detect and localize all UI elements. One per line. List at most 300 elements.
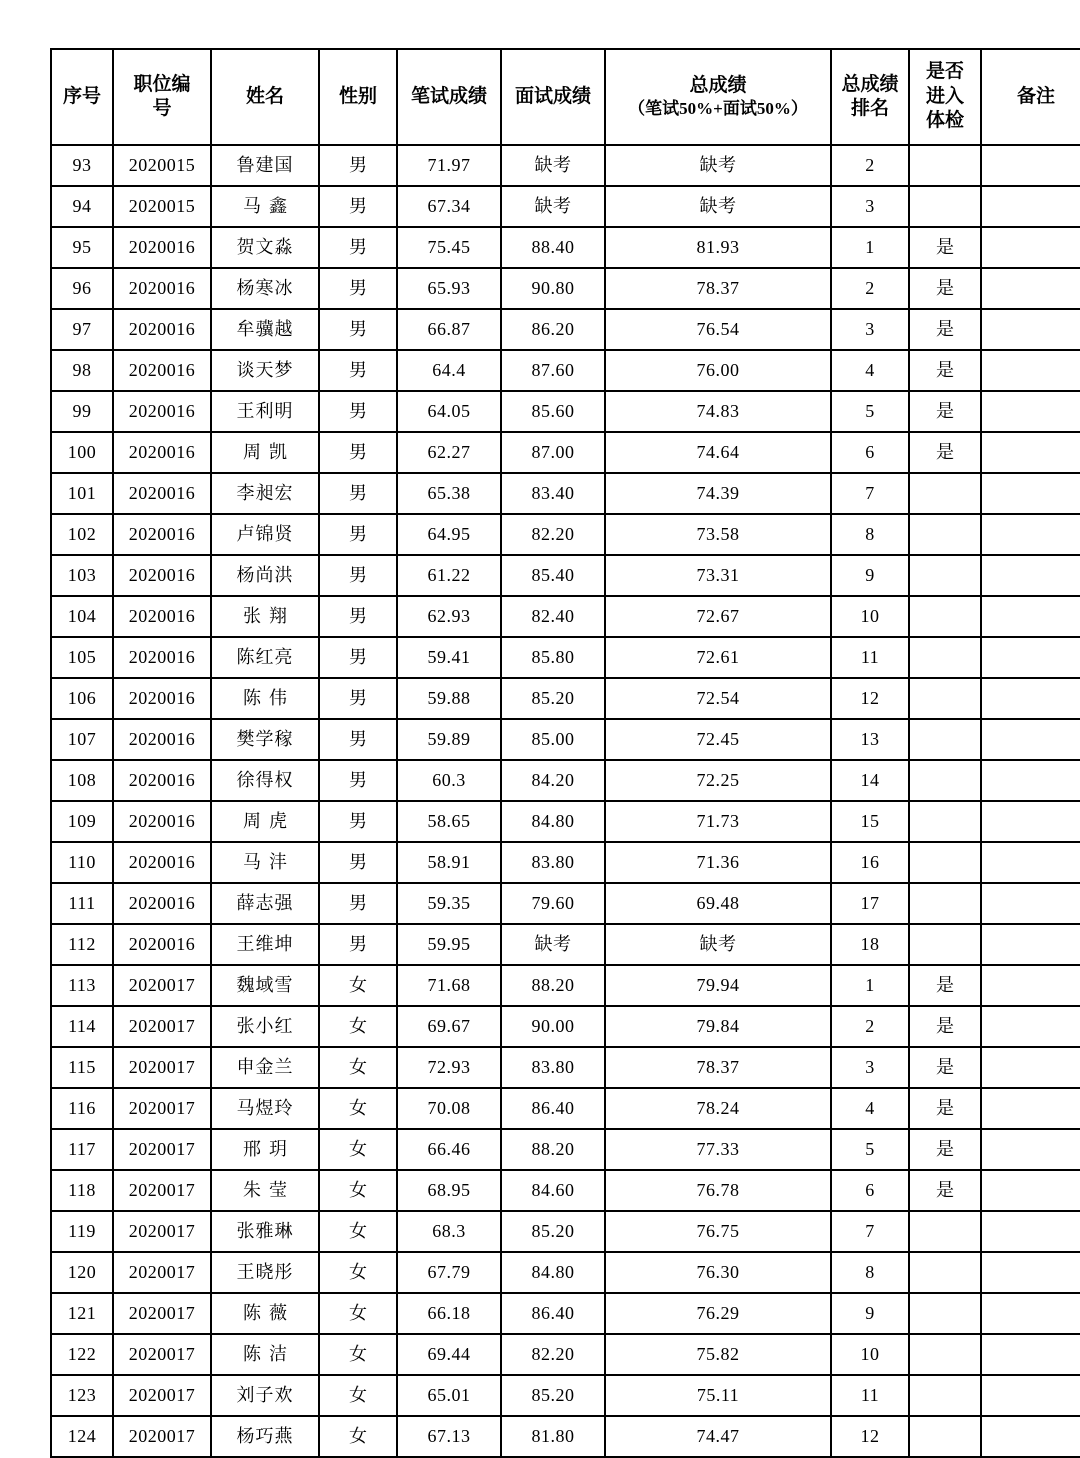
- cell-total-score: 78.37: [605, 1047, 831, 1088]
- cell-remark: [981, 514, 1080, 555]
- cell-medical-check: 是: [909, 268, 981, 309]
- cell-total-score: 74.39: [605, 473, 831, 514]
- cell-written-score: 69.67: [397, 1006, 501, 1047]
- cell-written-score: 62.93: [397, 596, 501, 637]
- cell-rank: 9: [831, 555, 909, 596]
- cell-rank: 6: [831, 1170, 909, 1211]
- cell-name: 陈薇: [211, 1293, 319, 1334]
- cell-name: 杨寒冰: [211, 268, 319, 309]
- cell-seq: 93: [51, 145, 113, 186]
- cell-gender: 男: [319, 350, 397, 391]
- column-header-medical-check-line1: 是否: [925, 60, 964, 82]
- cell-remark: [981, 1375, 1080, 1416]
- cell-post-id: 2020016: [113, 719, 211, 760]
- cell-written-score: 75.45: [397, 227, 501, 268]
- cell-rank: 2: [831, 145, 909, 186]
- cell-interview-score: 81.80: [501, 1416, 605, 1457]
- cell-rank: 4: [831, 350, 909, 391]
- cell-interview-score: 90.80: [501, 268, 605, 309]
- cell-gender: 男: [319, 391, 397, 432]
- cell-written-score: 59.88: [397, 678, 501, 719]
- cell-written-score: 65.38: [397, 473, 501, 514]
- cell-remark: [981, 1047, 1080, 1088]
- table-row: [51, 432, 1080, 473]
- cell-post-id: 2020015: [113, 186, 211, 227]
- cell-rank: 18: [831, 924, 909, 965]
- cell-medical-check: [909, 719, 981, 760]
- cell-gender: 男: [319, 678, 397, 719]
- cell-seq: 98: [51, 350, 113, 391]
- cell-interview-score: 85.20: [501, 1211, 605, 1252]
- cell-rank: 3: [831, 186, 909, 227]
- cell-written-score: 64.05: [397, 391, 501, 432]
- cell-interview-score: 87.60: [501, 350, 605, 391]
- cell-interview-score: 86.40: [501, 1293, 605, 1334]
- table-row: [51, 842, 1080, 883]
- table-row: [51, 1006, 1080, 1047]
- cell-total-score: 72.67: [605, 596, 831, 637]
- cell-post-id: 2020016: [113, 637, 211, 678]
- table-row: [51, 1211, 1080, 1252]
- cell-name: 李昶宏: [211, 473, 319, 514]
- cell-remark: [981, 637, 1080, 678]
- table-row: [51, 1416, 1080, 1457]
- cell-remark: [981, 145, 1080, 186]
- cell-remark: [981, 678, 1080, 719]
- cell-medical-check: 是: [909, 1170, 981, 1211]
- table-row: [51, 719, 1080, 760]
- cell-post-id: 2020017: [113, 1252, 211, 1293]
- column-header-rank: [831, 49, 909, 145]
- cell-medical-check: 是: [909, 965, 981, 1006]
- cell-total-score: 缺考: [605, 186, 831, 227]
- cell-total-score: 75.82: [605, 1334, 831, 1375]
- cell-medical-check: 是: [909, 1006, 981, 1047]
- cell-total-score: 74.64: [605, 432, 831, 473]
- cell-medical-check: 是: [909, 1088, 981, 1129]
- cell-total-score: 73.31: [605, 555, 831, 596]
- cell-name: 牟骥越: [211, 309, 319, 350]
- cell-remark: [981, 186, 1080, 227]
- table-row: [51, 637, 1080, 678]
- cell-name: 贺文淼: [211, 227, 319, 268]
- cell-gender: 男: [319, 514, 397, 555]
- cell-remark: [981, 760, 1080, 801]
- table-row: [51, 350, 1080, 391]
- cell-medical-check: [909, 555, 981, 596]
- table-row: [51, 268, 1080, 309]
- cell-written-score: 66.18: [397, 1293, 501, 1334]
- cell-interview-score: 84.80: [501, 801, 605, 842]
- cell-gender: 女: [319, 1293, 397, 1334]
- table-row: [51, 227, 1080, 268]
- cell-interview-score: 85.20: [501, 1375, 605, 1416]
- cell-seq: 103: [51, 555, 113, 596]
- cell-interview-score: 88.20: [501, 1129, 605, 1170]
- cell-written-score: 61.22: [397, 555, 501, 596]
- cell-total-score: 72.25: [605, 760, 831, 801]
- cell-interview-score: 85.40: [501, 555, 605, 596]
- cell-remark: [981, 1293, 1080, 1334]
- cell-name: 王利明: [211, 391, 319, 432]
- cell-post-id: 2020016: [113, 801, 211, 842]
- cell-post-id: 2020016: [113, 350, 211, 391]
- cell-rank: 3: [831, 1047, 909, 1088]
- cell-name: 樊学稼: [211, 719, 319, 760]
- cell-remark: [981, 227, 1080, 268]
- cell-remark: [981, 883, 1080, 924]
- cell-post-id: 2020017: [113, 1416, 211, 1457]
- cell-total-score: 76.00: [605, 350, 831, 391]
- cell-seq: 107: [51, 719, 113, 760]
- cell-written-score: 58.91: [397, 842, 501, 883]
- cell-seq: 119: [51, 1211, 113, 1252]
- cell-seq: 94: [51, 186, 113, 227]
- cell-gender: 男: [319, 596, 397, 637]
- cell-medical-check: [909, 1375, 981, 1416]
- cell-interview-score: 缺考: [501, 186, 605, 227]
- cell-medical-check: 是: [909, 227, 981, 268]
- cell-name: 朱莹: [211, 1170, 319, 1211]
- cell-rank: 15: [831, 801, 909, 842]
- cell-medical-check: [909, 473, 981, 514]
- table-row: [51, 596, 1080, 637]
- cell-remark: [981, 555, 1080, 596]
- cell-gender: 男: [319, 309, 397, 350]
- cell-gender: 女: [319, 1129, 397, 1170]
- cell-gender: 男: [319, 227, 397, 268]
- cell-name: 马鑫: [211, 186, 319, 227]
- column-header-remark-label: 备注: [1016, 85, 1055, 107]
- cell-remark: [981, 801, 1080, 842]
- cell-gender: 男: [319, 145, 397, 186]
- cell-remark: [981, 1416, 1080, 1457]
- cell-post-id: 2020016: [113, 678, 211, 719]
- cell-medical-check: [909, 1334, 981, 1375]
- cell-total-score: 81.93: [605, 227, 831, 268]
- cell-rank: 7: [831, 473, 909, 514]
- table-row: [51, 1170, 1080, 1211]
- cell-remark: [981, 1129, 1080, 1170]
- cell-remark: [981, 1006, 1080, 1047]
- cell-rank: 7: [831, 1211, 909, 1252]
- cell-post-id: 2020017: [113, 1006, 211, 1047]
- cell-post-id: 2020017: [113, 965, 211, 1006]
- cell-written-score: 67.79: [397, 1252, 501, 1293]
- column-header-gender-label: 性别: [338, 85, 377, 107]
- cell-medical-check: 是: [909, 432, 981, 473]
- cell-name: 周虎: [211, 801, 319, 842]
- cell-written-score: 68.95: [397, 1170, 501, 1211]
- cell-rank: 6: [831, 432, 909, 473]
- cell-name: 马沣: [211, 842, 319, 883]
- cell-remark: [981, 719, 1080, 760]
- cell-written-score: 69.44: [397, 1334, 501, 1375]
- cell-rank: 8: [831, 514, 909, 555]
- cell-seq: 95: [51, 227, 113, 268]
- cell-total-score: 78.37: [605, 268, 831, 309]
- cell-seq: 102: [51, 514, 113, 555]
- cell-total-score: 79.94: [605, 965, 831, 1006]
- cell-post-id: 2020017: [113, 1211, 211, 1252]
- cell-rank: 3: [831, 309, 909, 350]
- cell-rank: 2: [831, 1006, 909, 1047]
- cell-seq: 114: [51, 1006, 113, 1047]
- cell-written-score: 72.93: [397, 1047, 501, 1088]
- cell-medical-check: [909, 842, 981, 883]
- cell-total-score: 75.11: [605, 1375, 831, 1416]
- cell-seq: 116: [51, 1088, 113, 1129]
- cell-total-score: 78.24: [605, 1088, 831, 1129]
- cell-post-id: 2020016: [113, 924, 211, 965]
- table-row: [51, 1375, 1080, 1416]
- column-header-medical-check-line3: 体检: [925, 110, 964, 132]
- cell-gender: 男: [319, 801, 397, 842]
- cell-remark: [981, 965, 1080, 1006]
- cell-post-id: 2020017: [113, 1293, 211, 1334]
- cell-seq: 108: [51, 760, 113, 801]
- column-header-total-score: [605, 49, 831, 145]
- cell-remark: [981, 1334, 1080, 1375]
- cell-rank: 13: [831, 719, 909, 760]
- cell-gender: 女: [319, 1375, 397, 1416]
- column-header-name: [211, 49, 319, 145]
- column-header-written-score: [397, 49, 501, 145]
- column-header-remark: [981, 49, 1080, 145]
- cell-name: 杨巧燕: [211, 1416, 319, 1457]
- cell-gender: 女: [319, 1047, 397, 1088]
- cell-name: 张翔: [211, 596, 319, 637]
- cell-name: 薛志强: [211, 883, 319, 924]
- cell-gender: 女: [319, 1088, 397, 1129]
- cell-gender: 女: [319, 1252, 397, 1293]
- cell-written-score: 59.41: [397, 637, 501, 678]
- cell-gender: 女: [319, 1416, 397, 1457]
- column-header-total-score-line1: 总成绩: [689, 75, 747, 97]
- cell-rank: 17: [831, 883, 909, 924]
- cell-name: 徐得权: [211, 760, 319, 801]
- table-row: [51, 473, 1080, 514]
- cell-written-score: 62.27: [397, 432, 501, 473]
- cell-interview-score: 缺考: [501, 924, 605, 965]
- cell-written-score: 64.4: [397, 350, 501, 391]
- cell-total-score: 缺考: [605, 145, 831, 186]
- cell-interview-score: 83.40: [501, 473, 605, 514]
- cell-seq: 122: [51, 1334, 113, 1375]
- cell-post-id: 2020016: [113, 555, 211, 596]
- column-header-name-label: 姓名: [245, 85, 284, 107]
- column-header-total-score-formula: （笔试50%+面试50%）: [628, 98, 808, 118]
- cell-name: 申金兰: [211, 1047, 319, 1088]
- cell-post-id: 2020015: [113, 145, 211, 186]
- table-row: [51, 1293, 1080, 1334]
- table-row: [51, 924, 1080, 965]
- cell-interview-score: 85.00: [501, 719, 605, 760]
- cell-seq: 121: [51, 1293, 113, 1334]
- cell-name: 周凯: [211, 432, 319, 473]
- cell-total-score: 72.61: [605, 637, 831, 678]
- cell-medical-check: [909, 1293, 981, 1334]
- cell-interview-score: 85.20: [501, 678, 605, 719]
- cell-seq: 117: [51, 1129, 113, 1170]
- column-header-interview-score-label: 面试成绩: [514, 85, 591, 107]
- cell-rank: 12: [831, 678, 909, 719]
- cell-post-id: 2020016: [113, 432, 211, 473]
- table-row: [51, 760, 1080, 801]
- cell-post-id: 2020017: [113, 1088, 211, 1129]
- cell-name: 王维坤: [211, 924, 319, 965]
- table-body: [51, 145, 1080, 1457]
- cell-interview-score: 88.20: [501, 965, 605, 1006]
- cell-post-id: 2020016: [113, 514, 211, 555]
- cell-name: 魏域雪: [211, 965, 319, 1006]
- cell-written-score: 65.93: [397, 268, 501, 309]
- cell-remark: [981, 268, 1080, 309]
- cell-written-score: 58.65: [397, 801, 501, 842]
- cell-written-score: 71.68: [397, 965, 501, 1006]
- cell-interview-score: 82.20: [501, 1334, 605, 1375]
- cell-written-score: 59.89: [397, 719, 501, 760]
- cell-name: 张雅琳: [211, 1211, 319, 1252]
- cell-interview-score: 90.00: [501, 1006, 605, 1047]
- cell-remark: [981, 350, 1080, 391]
- cell-total-score: 72.54: [605, 678, 831, 719]
- cell-name: 马煜玲: [211, 1088, 319, 1129]
- cell-interview-score: 86.20: [501, 309, 605, 350]
- cell-name: 邢玥: [211, 1129, 319, 1170]
- table-row: [51, 883, 1080, 924]
- cell-total-score: 缺考: [605, 924, 831, 965]
- cell-seq: 123: [51, 1375, 113, 1416]
- cell-rank: 11: [831, 637, 909, 678]
- cell-name: 陈洁: [211, 1334, 319, 1375]
- cell-written-score: 65.01: [397, 1375, 501, 1416]
- cell-total-score: 69.48: [605, 883, 831, 924]
- cell-seq: 120: [51, 1252, 113, 1293]
- cell-remark: [981, 1211, 1080, 1252]
- cell-remark: [981, 432, 1080, 473]
- cell-total-score: 77.33: [605, 1129, 831, 1170]
- column-header-seq: [51, 49, 113, 145]
- cell-gender: 男: [319, 432, 397, 473]
- cell-medical-check: [909, 145, 981, 186]
- cell-name: 鲁建国: [211, 145, 319, 186]
- cell-seq: 99: [51, 391, 113, 432]
- cell-total-score: 71.73: [605, 801, 831, 842]
- cell-medical-check: 是: [909, 309, 981, 350]
- cell-seq: 110: [51, 842, 113, 883]
- cell-interview-score: 84.60: [501, 1170, 605, 1211]
- table-header: [51, 49, 1080, 145]
- cell-seq: 124: [51, 1416, 113, 1457]
- cell-post-id: 2020016: [113, 473, 211, 514]
- cell-rank: 1: [831, 965, 909, 1006]
- cell-medical-check: [909, 760, 981, 801]
- column-header-medical-check-line2: 进入: [925, 85, 964, 107]
- cell-written-score: 64.95: [397, 514, 501, 555]
- cell-medical-check: 是: [909, 1047, 981, 1088]
- table-row: [51, 678, 1080, 719]
- cell-post-id: 2020016: [113, 268, 211, 309]
- cell-seq: 96: [51, 268, 113, 309]
- column-header-gender: [319, 49, 397, 145]
- cell-name: 卢锦贤: [211, 514, 319, 555]
- cell-seq: 109: [51, 801, 113, 842]
- cell-rank: 9: [831, 1293, 909, 1334]
- cell-written-score: 68.3: [397, 1211, 501, 1252]
- cell-seq: 113: [51, 965, 113, 1006]
- table-row: [51, 1088, 1080, 1129]
- table-row: [51, 1334, 1080, 1375]
- cell-seq: 118: [51, 1170, 113, 1211]
- cell-post-id: 2020016: [113, 760, 211, 801]
- cell-total-score: 76.54: [605, 309, 831, 350]
- table-row: [51, 145, 1080, 186]
- cell-total-score: 79.84: [605, 1006, 831, 1047]
- table-row: [51, 801, 1080, 842]
- cell-seq: 115: [51, 1047, 113, 1088]
- cell-name: 张小红: [211, 1006, 319, 1047]
- table-header-row: [51, 49, 1080, 145]
- cell-remark: [981, 391, 1080, 432]
- cell-remark: [981, 1088, 1080, 1129]
- table-row: [51, 514, 1080, 555]
- cell-interview-score: 84.20: [501, 760, 605, 801]
- cell-total-score: 74.83: [605, 391, 831, 432]
- cell-interview-score: 84.80: [501, 1252, 605, 1293]
- cell-remark: [981, 596, 1080, 637]
- cell-post-id: 2020016: [113, 842, 211, 883]
- cell-seq: 112: [51, 924, 113, 965]
- cell-post-id: 2020017: [113, 1334, 211, 1375]
- cell-total-score: 71.36: [605, 842, 831, 883]
- cell-post-id: 2020017: [113, 1375, 211, 1416]
- cell-total-score: 76.78: [605, 1170, 831, 1211]
- cell-rank: 10: [831, 596, 909, 637]
- cell-interview-score: 82.20: [501, 514, 605, 555]
- column-header-written-score-label: 笔试成绩: [410, 85, 487, 107]
- cell-gender: 女: [319, 1170, 397, 1211]
- column-header-post-id: [113, 49, 211, 145]
- cell-post-id: 2020017: [113, 1170, 211, 1211]
- cell-interview-score: 缺考: [501, 145, 605, 186]
- cell-name: 王晓彤: [211, 1252, 319, 1293]
- cell-post-id: 2020016: [113, 883, 211, 924]
- cell-written-score: 67.34: [397, 186, 501, 227]
- cell-post-id: 2020016: [113, 391, 211, 432]
- cell-gender: 男: [319, 555, 397, 596]
- cell-remark: [981, 924, 1080, 965]
- cell-total-score: 72.45: [605, 719, 831, 760]
- cell-gender: 男: [319, 719, 397, 760]
- cell-seq: 101: [51, 473, 113, 514]
- column-header-seq-label: 序号: [62, 85, 101, 107]
- cell-rank: 4: [831, 1088, 909, 1129]
- column-header-rank-line2: 排名: [850, 98, 889, 119]
- column-header-medical-check: [909, 49, 981, 145]
- cell-medical-check: [909, 678, 981, 719]
- cell-remark: [981, 309, 1080, 350]
- cell-post-id: 2020016: [113, 227, 211, 268]
- cell-interview-score: 85.60: [501, 391, 605, 432]
- cell-total-score: 76.75: [605, 1211, 831, 1252]
- cell-total-score: 76.29: [605, 1293, 831, 1334]
- cell-written-score: 67.13: [397, 1416, 501, 1457]
- cell-post-id: 2020016: [113, 596, 211, 637]
- table-row: [51, 391, 1080, 432]
- cell-seq: 105: [51, 637, 113, 678]
- column-header-rank-line1: 总成绩: [841, 74, 899, 96]
